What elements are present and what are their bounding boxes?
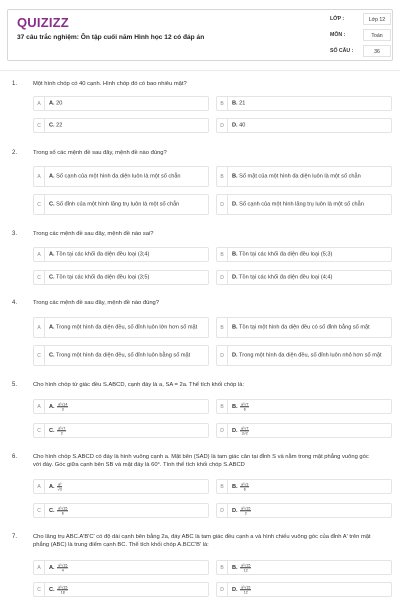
meta-key: LỚP : <box>330 16 345 22</box>
fraction-denominator: 6 <box>243 406 246 411</box>
option-fraction <box>57 482 62 491</box>
option-fraction <box>57 426 66 435</box>
option-prefix: B. <box>232 403 238 410</box>
answer-option-d[interactable] <box>216 270 392 285</box>
answer-option-d[interactable] <box>216 503 392 518</box>
option-prefix: C. <box>49 273 55 280</box>
fraction-numerator: a³ <box>58 481 62 486</box>
answer-option-b[interactable] <box>216 317 392 338</box>
option-fraction <box>57 585 68 594</box>
fraction-numerator: a³√7 <box>241 425 249 430</box>
option-fraction <box>240 482 249 491</box>
option-letter: C <box>34 119 45 132</box>
document-header <box>7 9 393 61</box>
option-letter: D <box>217 195 228 214</box>
option-body: Số đỉnh của một hình lăng trụ luôn là một số chẵn <box>56 200 180 207</box>
question-number: 7. <box>12 534 18 540</box>
option-letter: B <box>217 400 228 413</box>
answer-option-c[interactable] <box>33 503 209 518</box>
option-prefix: C. <box>49 121 55 128</box>
option-text <box>232 100 387 108</box>
header-divider <box>0 70 400 71</box>
option-prefix: D. <box>232 427 238 434</box>
meta-key: SỐ CÂU : <box>330 48 354 54</box>
option-letter: C <box>34 271 45 284</box>
option-prefix: B. <box>232 250 238 257</box>
option-letter: A <box>34 400 45 413</box>
answer-option-c[interactable] <box>33 270 209 285</box>
option-prefix: D. <box>232 121 238 128</box>
fraction-denominator: 3 <box>61 406 64 411</box>
option-prefix: B. <box>232 323 238 330</box>
option-fraction <box>240 585 251 594</box>
option-prefix: A. <box>49 250 55 257</box>
option-text <box>49 352 204 360</box>
answer-option-c[interactable] <box>33 194 209 215</box>
answer-option-b[interactable] <box>216 166 392 187</box>
option-letter: B <box>217 167 228 186</box>
option-text <box>49 201 204 209</box>
option-text <box>49 100 204 108</box>
option-letter: A <box>34 480 45 493</box>
option-letter: A <box>34 97 45 110</box>
fraction-numerator: a³√7 <box>58 425 66 430</box>
option-body: 22 <box>56 121 63 128</box>
fraction-denominator: 12 <box>243 567 248 572</box>
option-text <box>232 122 387 130</box>
answer-option-d[interactable] <box>216 423 392 438</box>
answer-option-c[interactable] <box>33 423 209 438</box>
option-letter: D <box>217 119 228 132</box>
answer-option-a[interactable] <box>33 96 209 111</box>
answer-option-c[interactable] <box>33 118 209 133</box>
option-fraction <box>240 402 249 411</box>
option-letter: A <box>34 248 45 261</box>
option-letter: A <box>34 318 45 337</box>
question-text: Cho lăng trụ ABC.A'B'C' có độ dài cạnh bên bằng 2a, đáy ABC là tam giác đều cạnh a và hình chiếu vuông góc của đỉnh A' trên mặt phẳng (ABC) là trung điểm cạnh BC. Thể tích khối chóp A.BCC'B' là: <box>33 534 371 548</box>
option-prefix: A. <box>49 323 55 330</box>
option-letter: C <box>34 424 45 437</box>
option-text <box>232 324 387 332</box>
option-body: Trong một hình đa diện đều, số đỉnh luôn nhỏ hơn số mặt <box>239 351 382 358</box>
option-body: Tồn tại các khối đa diện đều loại (3;4) <box>56 250 150 257</box>
answer-option-b[interactable] <box>216 399 392 414</box>
answer-option-a[interactable] <box>33 560 209 575</box>
document-title: 37 câu trắc nghiệm: Ôn tập cuối năm Hình học 12 có đáp án <box>17 34 205 41</box>
question-text: Cho hình chóp S.ABCD có đáy là hình vuông cạnh a. Mặt bên (SAD) là tam giác cân tại đỉnh S và nằm trong mặt phẳng vuông góc với đáy. Góc giữa cạnh bên SB và mặt đáy là 60°. Tính thể tích khối chóp S.ABCD <box>33 454 369 468</box>
answer-option-b[interactable] <box>216 247 392 262</box>
option-text <box>49 274 204 282</box>
option-letter: C <box>34 195 45 214</box>
answer-option-d[interactable] <box>216 582 392 597</box>
option-prefix: A. <box>49 483 55 490</box>
option-letter: A <box>34 561 45 574</box>
option-text <box>232 426 387 435</box>
option-prefix: B. <box>232 564 238 571</box>
option-letter: C <box>34 583 45 596</box>
option-body: 21 <box>239 99 246 106</box>
fraction-denominator: √3 <box>57 486 62 491</box>
option-prefix: A. <box>49 99 55 106</box>
option-text <box>232 251 387 259</box>
fraction-numerator: a³√15 <box>58 562 68 567</box>
fraction-denominator: 3√2 <box>241 430 248 435</box>
option-body: Trong một hình đa diện đều, số đỉnh luôn lớn hơn số mặt <box>56 323 198 330</box>
option-prefix: A. <box>49 564 55 571</box>
option-prefix: B. <box>232 172 238 179</box>
meta-subject <box>330 28 392 43</box>
option-letter: B <box>217 248 228 261</box>
option-letter: D <box>217 271 228 284</box>
option-letter: B <box>217 97 228 110</box>
question-text: Trong số các mệnh đề sau đây, mệnh đề nào đúng? <box>33 150 167 156</box>
answer-option-b[interactable] <box>216 479 392 494</box>
answer-option-d[interactable] <box>216 345 392 366</box>
option-letter: B <box>217 561 228 574</box>
question-number: 1. <box>12 81 18 87</box>
answer-option-a[interactable] <box>33 317 209 338</box>
option-prefix: C. <box>49 351 55 358</box>
option-text <box>232 173 387 181</box>
question-text: Trong các mệnh đề sau đây, mệnh đề nào sai? <box>33 231 154 237</box>
question-number: 6. <box>12 454 18 460</box>
option-body: 40 <box>239 121 246 128</box>
fraction-denominator: 6 <box>61 510 64 515</box>
option-prefix: A. <box>49 172 55 179</box>
option-prefix: C. <box>49 427 55 434</box>
option-prefix: B. <box>232 99 238 106</box>
option-text <box>232 201 387 209</box>
question-number: 4. <box>12 300 18 306</box>
option-text <box>49 426 204 435</box>
option-text <box>232 352 387 360</box>
question-text: Trong các mệnh đề sau đây, mệnh đề nào đúng? <box>33 300 160 306</box>
question-number: 3. <box>12 231 18 237</box>
option-text <box>49 122 204 130</box>
option-body: Tồn tại một hình đa diện đều có số đỉnh bằng số mặt <box>239 323 370 330</box>
answer-option-a[interactable] <box>33 247 209 262</box>
option-letter: D <box>217 583 228 596</box>
option-text <box>232 563 387 572</box>
option-prefix: D. <box>232 351 238 358</box>
answer-option-d[interactable] <box>216 194 392 215</box>
option-text <box>49 324 204 332</box>
option-letter: A <box>34 167 45 186</box>
fraction-denominator: 18 <box>60 589 65 594</box>
option-fraction <box>240 563 251 572</box>
fraction-denominator: 2 <box>60 430 63 435</box>
fraction-numerator: a³√15 <box>241 505 251 510</box>
option-text <box>49 506 204 515</box>
fraction-numerator: a³√3 <box>241 481 249 486</box>
fraction-denominator: 12 <box>243 589 248 594</box>
option-text <box>49 173 204 181</box>
question-number: 5. <box>12 382 18 388</box>
meta-value: Lớp 12 <box>363 13 391 25</box>
answer-option-d[interactable] <box>216 118 392 133</box>
option-text <box>232 274 387 282</box>
option-prefix: C. <box>49 200 55 207</box>
fraction-numerator: a³√15 <box>241 562 251 567</box>
option-body: Số cạnh của một hình lăng trụ luôn là một số chẵn <box>239 200 364 207</box>
fraction-numerator: a³√15 <box>58 584 68 589</box>
fraction-denominator: 2 <box>244 510 247 515</box>
option-text <box>232 506 387 515</box>
fraction-numerator: a³√15 <box>58 505 68 510</box>
option-text <box>49 563 204 572</box>
option-body: Số mặt của một hình đa diện luôn là một số chẵn <box>239 172 361 179</box>
option-text <box>49 251 204 259</box>
option-letter: D <box>217 346 228 365</box>
option-body: Tồn tại các khối đa diện đều loại (4;4) <box>239 273 333 280</box>
option-body: Tồn tại các khối đa diện đều loại (3;5) <box>56 273 150 280</box>
option-letter: C <box>34 504 45 517</box>
option-fraction <box>57 563 68 572</box>
fraction-denominator: 4 <box>61 567 64 572</box>
meta-value: 36 <box>363 45 391 57</box>
quizizz-logo: QUIZIZZ <box>17 15 69 30</box>
option-fraction <box>240 506 251 515</box>
option-prefix: D. <box>232 200 238 207</box>
option-prefix: B. <box>232 483 238 490</box>
question-number: 2. <box>12 150 18 156</box>
answer-option-a[interactable] <box>33 166 209 187</box>
answer-option-c[interactable] <box>33 345 209 366</box>
option-text <box>232 402 387 411</box>
option-letter: B <box>217 318 228 337</box>
option-letter: D <box>217 504 228 517</box>
option-fraction <box>57 402 68 411</box>
option-text <box>49 402 204 411</box>
option-prefix: C. <box>49 507 55 514</box>
fraction-denominator: 6 <box>243 486 246 491</box>
question-text: Một hình chóp có 40 cạnh. Hình chóp đó có bao nhiêu mặt? <box>33 81 187 87</box>
question-text: Cho hình chóp tứ giác đều S.ABCD, cạnh đáy là a, SA = 2a. Thể tích khối chóp là: <box>33 382 245 388</box>
option-prefix: C. <box>49 586 55 593</box>
option-prefix: D. <box>232 507 238 514</box>
option-body: 20 <box>56 99 63 106</box>
answer-option-b[interactable] <box>216 96 392 111</box>
answer-option-c[interactable] <box>33 582 209 597</box>
option-letter: C <box>34 346 45 365</box>
option-body: Số cạnh của một hình đa diện luôn là một số chẵn <box>56 172 181 179</box>
fraction-numerator: a³√14 <box>58 401 68 406</box>
option-letter: B <box>217 480 228 493</box>
option-text <box>232 482 387 491</box>
meta-key: MÔN : <box>330 32 346 38</box>
fraction-numerator: a³√7 <box>241 401 249 406</box>
option-body: Tồn tại các khối đa diện đều loại (5;3) <box>239 250 333 257</box>
option-prefix: D. <box>232 586 238 593</box>
meta-question-count <box>330 44 392 59</box>
answer-option-a[interactable] <box>33 479 209 494</box>
meta-grade <box>330 12 392 27</box>
option-text <box>49 482 204 491</box>
option-prefix: A. <box>49 403 55 410</box>
option-text <box>232 585 387 594</box>
answer-option-a[interactable] <box>33 399 209 414</box>
option-fraction <box>57 506 68 515</box>
option-text <box>49 585 204 594</box>
fraction-numerator: a³√15 <box>241 584 251 589</box>
option-prefix: D. <box>232 273 238 280</box>
answer-option-b[interactable] <box>216 560 392 575</box>
option-fraction <box>240 426 249 435</box>
option-letter: D <box>217 424 228 437</box>
meta-value: Toán <box>363 29 391 41</box>
option-body: Trong một hình đa diện đều, số đỉnh luôn bằng số mặt <box>56 351 191 358</box>
